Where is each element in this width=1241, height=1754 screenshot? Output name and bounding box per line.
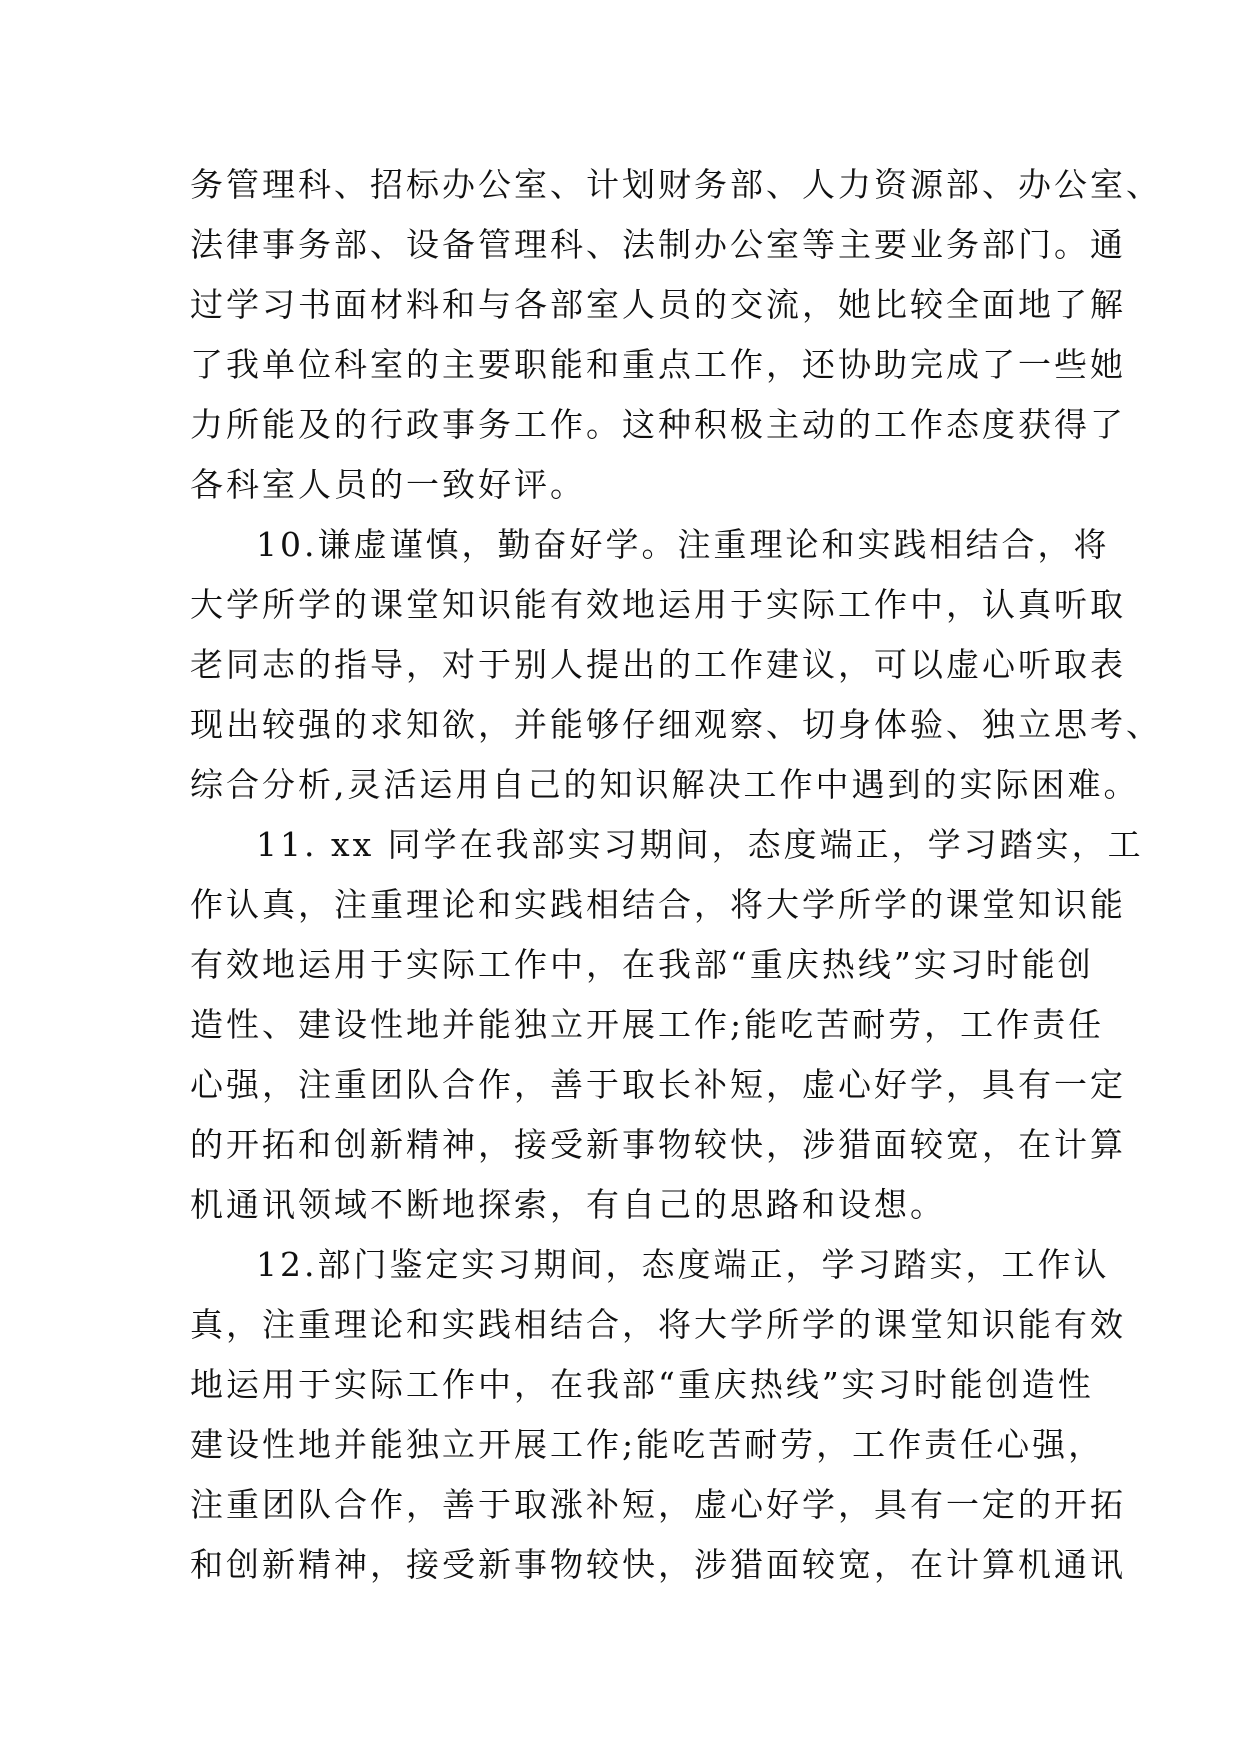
document-body (190, 155, 1162, 1595)
text-line-15: 造性、建设性地并能独立开展工作;能吃苦耐劳，工作责任 (190, 1005, 1105, 1044)
text-line-18: 机通讯领域不断地探索，有自己的思路和设想。 (190, 1185, 946, 1224)
text-line-21: 地运用于实际工作中，在我部“重庆热线”实习时能创造性 (190, 1365, 1094, 1404)
text-line-17: 的开拓和创新精神，接受新事物较快，涉猎面较宽，在计算 (190, 1125, 1126, 1164)
text-line-10: 现出较强的求知欲，并能够仔细观察、切身体验、独立思考、 (190, 705, 1162, 744)
text-line-22: 建设性地并能独立开展工作;能吃苦耐劳，工作责任心强， (190, 1425, 1105, 1464)
paragraph-12-start: 12.部门鉴定实习期间，态度端正，学习踏实，工作认 (256, 1245, 1110, 1284)
text-line-1: 务管理科、招标办公室、计划财务部、人力资源部、办公室、 (190, 165, 1162, 204)
paragraph-10-start: 10.谦虚谨慎，勤奋好学。注重理论和实践相结合，将 (256, 525, 1110, 564)
text-line-2: 法律事务部、设备管理科、法制办公室等主要业务部门。通 (190, 225, 1126, 264)
text-line-20: 真，注重理论和实践相结合，将大学所学的课堂知识能有效 (190, 1305, 1126, 1344)
text-line-14: 有效地运用于实际工作中，在我部“重庆热线”实习时能创 (190, 945, 1094, 984)
text-line-8: 大学所学的课堂知识能有效地运用于实际工作中，认真听取 (190, 585, 1126, 624)
paragraph-11-start: 11. xx 同学在我部实习期间，态度端正，学习踏实，工 (256, 825, 1144, 864)
text-line-13: 作认真，注重理论和实践相结合，将大学所学的课堂知识能 (190, 885, 1126, 924)
text-line-6: 各科室人员的一致好评。 (190, 465, 586, 504)
text-line-3: 过学习书面材料和与各部室人员的交流，她比较全面地了解 (190, 285, 1126, 324)
text-line-16: 心强，注重团队合作，善于取长补短，虚心好学，具有一定 (190, 1065, 1126, 1104)
text-line-11: 综合分析,灵活运用自己的知识解决工作中遇到的实际困难。 (190, 765, 1140, 804)
text-line-23: 注重团队合作，善于取涨补短，虚心好学，具有一定的开拓 (190, 1485, 1126, 1524)
text-line-24: 和创新精神，接受新事物较快，涉猎面较宽，在计算机通讯 (190, 1545, 1126, 1584)
text-line-4: 了我单位科室的主要职能和重点工作，还协助完成了一些她 (190, 345, 1126, 384)
text-line-5: 力所能及的行政事务工作。这种积极主动的工作态度获得了 (190, 405, 1126, 444)
text-line-9: 老同志的指导，对于别人提出的工作建议，可以虚心听取表 (190, 645, 1126, 684)
